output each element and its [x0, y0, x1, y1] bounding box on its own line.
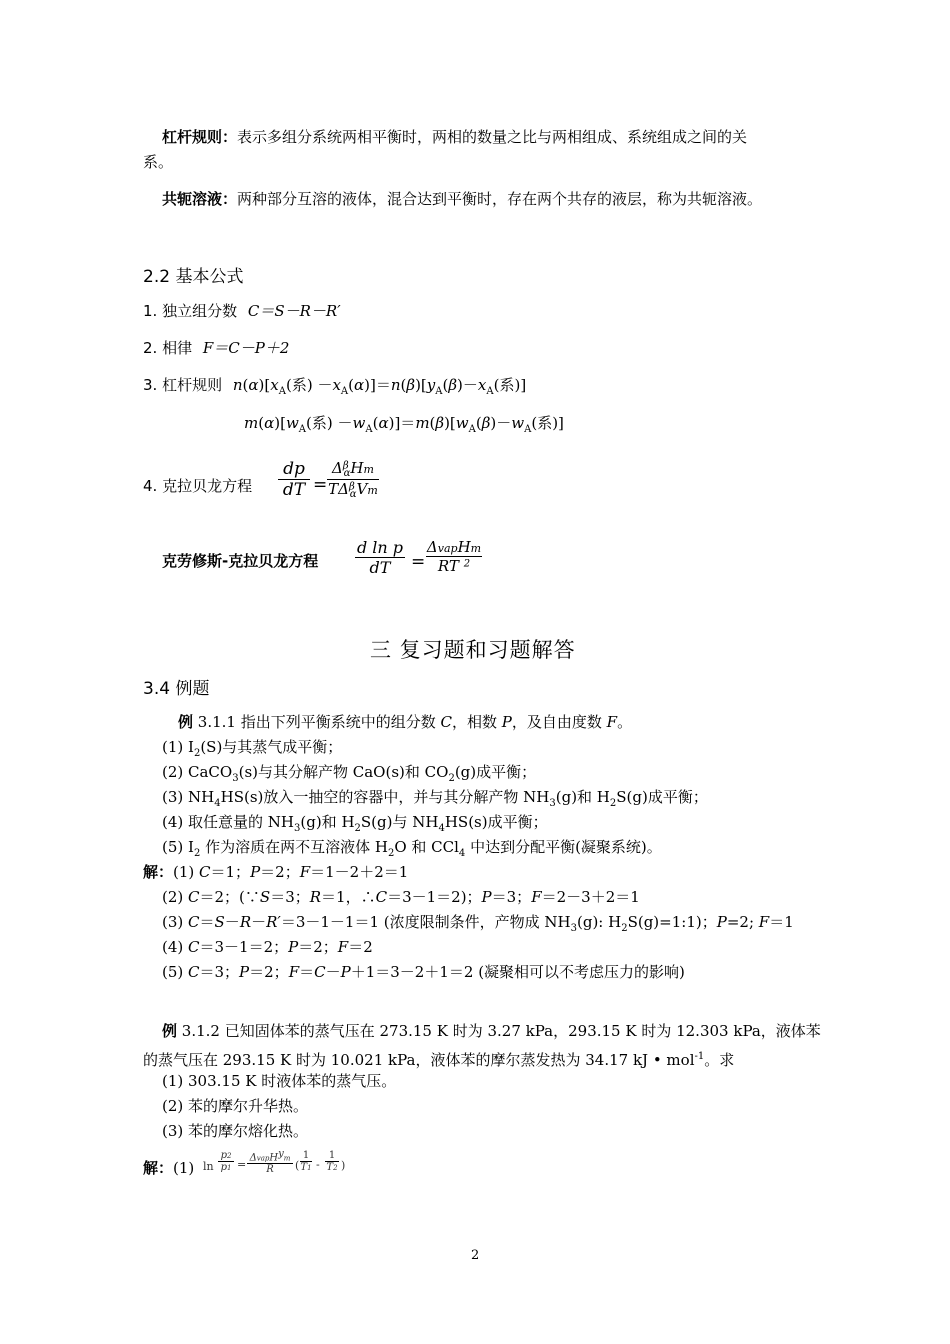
example-1-item: (1) $I_2(S)$与其蒸气成平衡； — [162, 738, 343, 759]
example-2-text-cont: 的蒸气压在 293.15 K 时为 10.021 kPa，液体苯的摩尔蒸发热为 34.17 kJ • mol$^{-1}$。求 — [143, 1051, 735, 1069]
clausius-lhs — [355, 538, 405, 577]
formula-2 — [143, 336, 289, 361]
clausius-equals: = — [411, 552, 426, 572]
clapeyron-equals: = — [313, 475, 328, 495]
clausius-lhs-num: d ln p — [356, 538, 404, 557]
formula-4-label: 4. 克拉贝龙方程 — [143, 477, 253, 495]
solution-2-open-paren: ( — [295, 1159, 300, 1172]
lever-rule-text-cont: 系。 — [143, 153, 174, 171]
formula-1-label: 1. 独立组分数 — [143, 302, 238, 320]
solution-1-label: 解： — [143, 863, 174, 881]
example-2-item: (3) 苯的摩尔熔化热。 — [162, 1122, 309, 1140]
solution-2-inv-t2: $\frac{1}{T2}$ — [326, 1150, 338, 1173]
solution-1-line: (2) C＝2；(∵S＝3；R＝1，∴C＝3－1＝2)；P＝3；F＝2－3＋2＝1 — [162, 888, 640, 906]
solution-2 — [143, 1156, 194, 1181]
clausius-rhs-den: RT $^2$ — [426, 556, 482, 575]
formula-5-label: 克劳修斯-克拉贝龙方程 — [162, 552, 319, 570]
section-heading-2-2: 2.2 基本公式 — [143, 267, 244, 287]
solution-1-line: 解：(1) C＝1；P＝2；F＝1－2＋2＝1 — [143, 863, 409, 881]
example-1-item: (2) CaCO$_3$(s)与其分解产物 CaO(s)和 $CO_2(g)$成平衡； — [162, 763, 537, 784]
solution-2-ln: ln — [203, 1160, 214, 1173]
example-1-item: (4) 取任意量的 $NH_3(g)$和 $H_2S(g)$与 $NH_4HS(s)$成平衡； — [162, 813, 548, 834]
formula-1 — [143, 299, 341, 324]
formula-3-line2: $m(\alpha)[w_A$(系) $-w_A(\alpha)]=m(\beta)[w_A(\beta)-w_A$(系)] — [244, 414, 564, 435]
conjugate-solution-definition — [162, 187, 762, 212]
clausius-rhs-num: ΔvapHm — [426, 538, 482, 556]
clapeyron-lhs — [278, 459, 310, 500]
clapeyron-rhs-den: $T\Delta^\beta_\alpha Vm$ — [328, 480, 378, 501]
solution-1-line: (4) C＝3－1＝2；P＝2；F＝2 — [162, 938, 373, 956]
solution-2-inv-t1: $\frac{1}{T1}$ — [300, 1150, 312, 1173]
solution-2-close-paren: ) — [341, 1159, 346, 1172]
lever-rule-text: 表示多组分系统两相平衡时，两相的数量之比与两相组成、系统组成之间的关 — [237, 128, 748, 146]
conjugate-term: 共轭溶液： — [162, 190, 238, 208]
formula-3-line1: $n(\alpha)[x_A$(系) $-x_A(\alpha)]=n(\beta)[y_A(\beta)-x_A$(系)] — [232, 376, 527, 397]
clapeyron-lhs-den: dT — [278, 479, 310, 500]
clapeyron-rhs — [327, 459, 379, 500]
lever-rule-term: 杠杆规则： — [162, 128, 238, 146]
example-1-prompt — [178, 710, 632, 735]
example-1-text: 3.1.1 指出下列平衡系统中的组分数 C，相数 P，及自由度数 F。 — [193, 713, 633, 731]
formula-3-label: 3. 杠杆规则 — [143, 376, 223, 394]
example-1-item: (5) $I_2$ 作为溶质在两不互溶液体 $H_2O$ 和 CCl$_4$ 中达到分配平衡(凝聚系统)。 — [162, 838, 662, 859]
example-2-label: 例 — [162, 1022, 178, 1040]
clausius-lhs-den: dT — [355, 557, 405, 577]
solution-2-minus: - — [316, 1158, 320, 1171]
conjugate-text: 两种部分互溶的液体，混合达到平衡时，存在两个共存的液层，称为共轭溶液。 — [237, 190, 763, 208]
example-2-item: (2) 苯的摩尔升华热。 — [162, 1097, 309, 1115]
section-heading-3-4: 3.4 例题 — [143, 679, 210, 699]
example-2-item: (1) 303.15 K 时液体苯的蒸气压。 — [162, 1072, 397, 1090]
solution-2-enthalpy-ratio: ΔvapH$^y$m R — [247, 1149, 293, 1175]
chapter-heading: 三 复习题和习题解答 — [370, 638, 576, 662]
formula-2-label: 2. 相律 — [143, 339, 193, 357]
solution-2-equals: = — [237, 1158, 247, 1171]
formula-2-expr: F＝C－P＋2 — [202, 339, 290, 357]
solution-1-line: (5) C＝3；P＝2；F＝C－P＋1＝3－2＋1＝2 (凝聚相可以不考虑压力的影响) — [162, 963, 685, 981]
example-2-text: 3.1.2 已知固体苯的蒸气压在 273.15 K 时为 3.27 kPa，293.15 K 时为 12.303 kPa，液体苯 — [177, 1022, 821, 1040]
page-number: 2 — [471, 1248, 480, 1263]
solution-2-prefix: (1) — [173, 1159, 195, 1177]
clapeyron-lhs-num: dp — [283, 459, 305, 479]
clapeyron-rhs-num: $\Delta^\beta_\alpha Hm$ — [332, 459, 374, 480]
lever-rule-definition — [162, 125, 747, 150]
example-1-item: (3) $NH_4HS(s)$放入一抽空的容器中，并与其分解产物 $NH_3(g)$和 $H_2S(g)$成平衡； — [162, 788, 708, 809]
example-1-label: 例 — [178, 713, 194, 731]
solution-2-label: 解： — [143, 1159, 174, 1177]
solution-2-pressure-ratio: $\frac{p2}{p1}$ — [218, 1150, 234, 1173]
formula-3 — [143, 373, 526, 404]
clausius-rhs — [426, 538, 482, 575]
example-2-prompt — [162, 1019, 821, 1044]
formula-1-expr: C＝S－R－R′ — [247, 302, 341, 320]
solution-1-line: (3) C＝S－R－R′＝3－1－1＝1 (浓度限制条件，产物成 $NH_3(g)$: $H_2S(g)=1:1$)；P=2; F＝1 — [162, 913, 794, 934]
